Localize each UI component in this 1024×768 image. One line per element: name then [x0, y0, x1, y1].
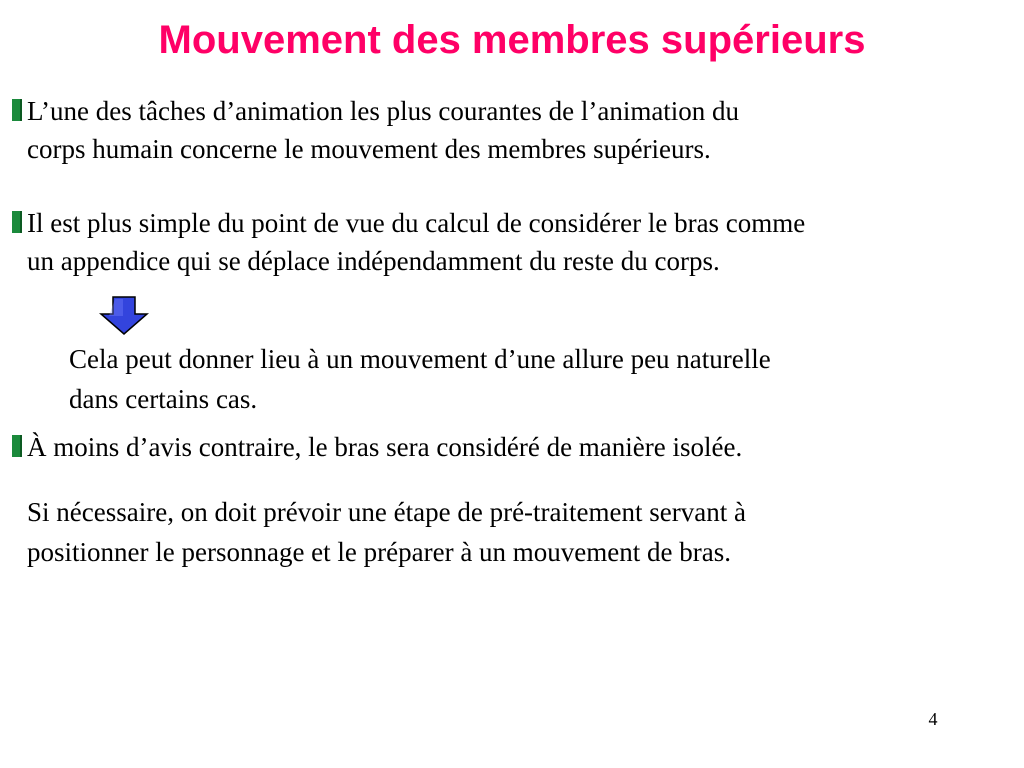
bullet-line: Il est plus simple du point de vue du calcul de considérer le bras comme — [27, 208, 806, 238]
down-arrow-icon — [99, 296, 149, 336]
bullet-item — [12, 428, 1012, 468]
paragraph-line: Si nécessaire, on doit prévoir une étape de pré-traitement servant à — [27, 497, 746, 527]
bullet-line: À moins d’avis contraire, le bras sera considéré de manière isolée. — [27, 432, 743, 462]
page-number: 4 — [928, 709, 938, 729]
bullet-marker-icon — [12, 435, 22, 457]
bullet-line: L’une des tâches d’animation les plus courantes de l’animation du — [27, 96, 740, 126]
note-line: dans certains cas. — [69, 384, 258, 414]
arrow-note-text — [69, 339, 1009, 419]
bullet-marker-icon — [12, 99, 22, 121]
bullet-item — [12, 92, 1012, 172]
paragraph-text — [27, 492, 1007, 572]
bullet-marker-icon — [12, 211, 22, 233]
bullet-item — [12, 204, 1012, 284]
bullet-text — [27, 428, 1017, 466]
bullet-line: un appendice qui se déplace indépendamment du reste du corps. — [27, 246, 720, 276]
paragraph-line: positionner le personnage et le préparer à un mouvement de bras. — [27, 537, 731, 567]
note-line: Cela peut donner lieu à un mouvement d’une allure peu naturelle — [69, 344, 771, 374]
bullet-text — [27, 204, 1017, 280]
slide-title: Mouvement des membres supérieurs — [158, 18, 866, 62]
bullet-line: corps humain concerne le mouvement des membres supérieurs. — [27, 134, 711, 164]
bullet-text — [27, 92, 1017, 168]
